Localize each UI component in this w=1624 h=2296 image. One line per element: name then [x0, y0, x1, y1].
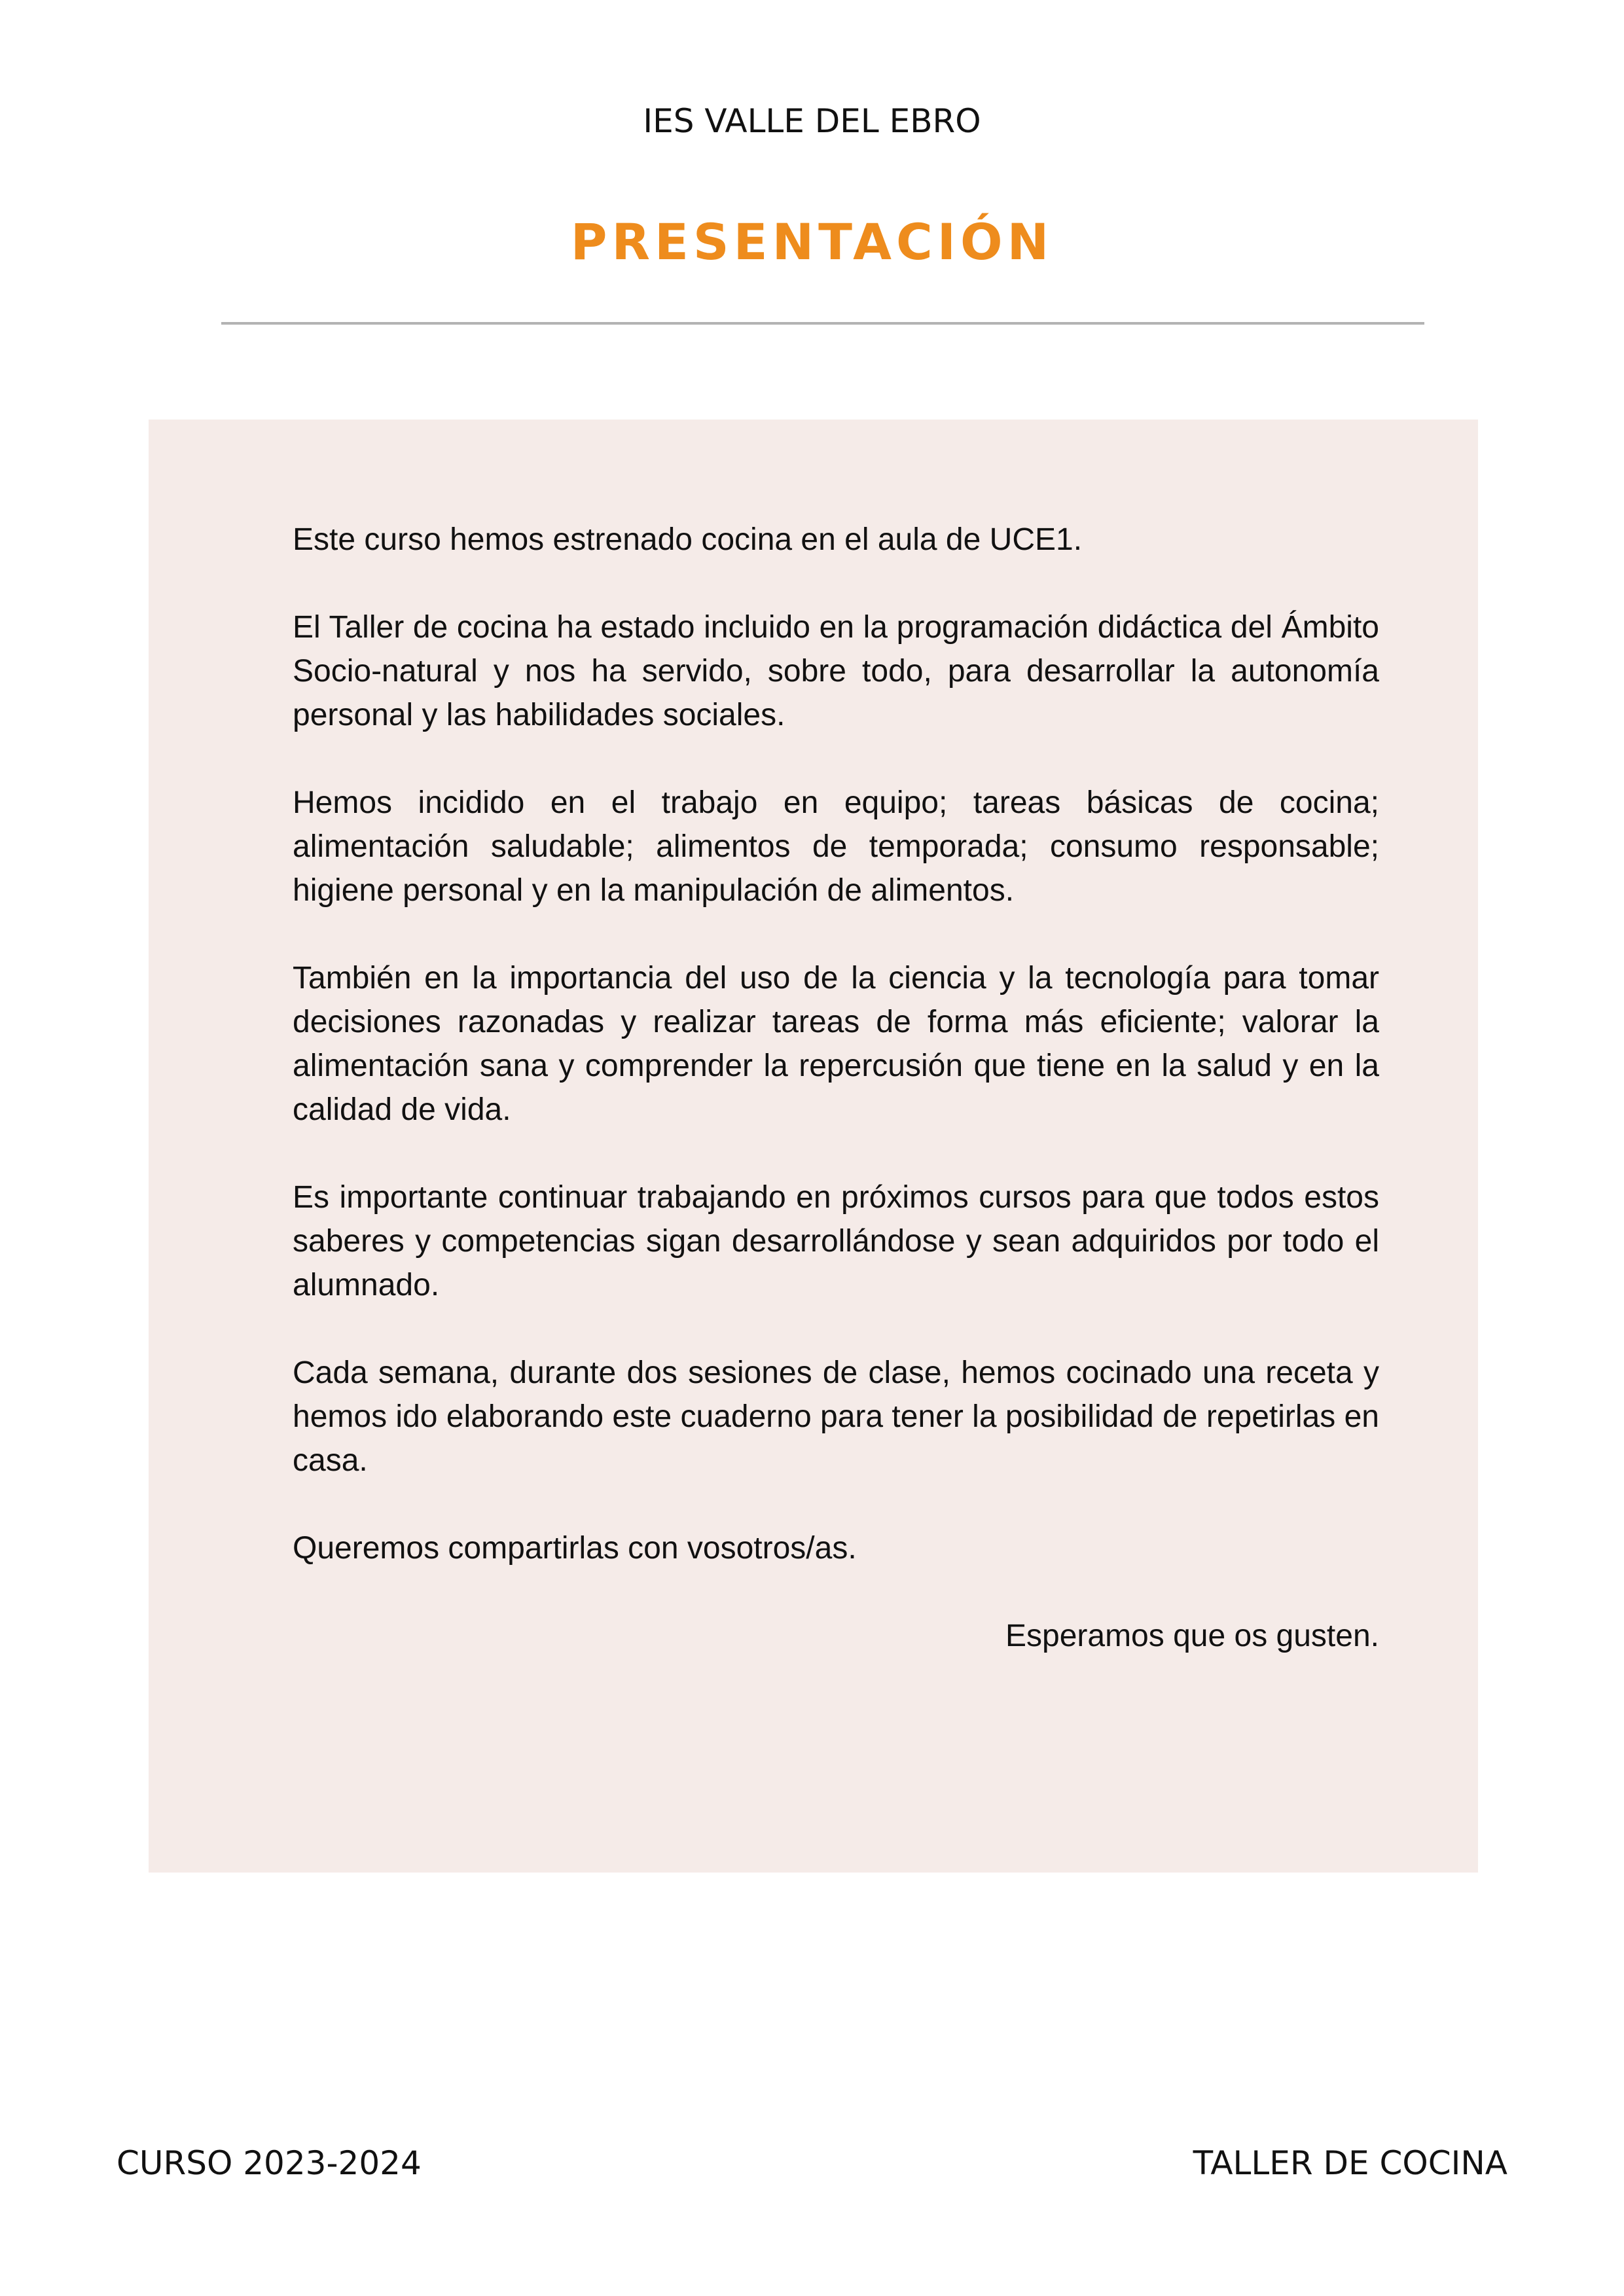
footer-workshop: TALLER DE COCINA: [1193, 2144, 1507, 2182]
paragraph-topics: Hemos incidido en el trabajo en equipo; tareas básicas de cocina; alimentación saludable; alimentos de temporada; consumo responsable; higiene personal y en la manipulación de alimentos.: [293, 785, 1379, 908]
content-text: [293, 518, 1379, 1658]
paragraph-continue: Es importante continuar trabajando en próximos cursos para que todos estos saberes y competencias sigan desarrollándose y sean adquiridos por todo el alumnado.: [293, 1180, 1379, 1302]
content-panel: [149, 420, 1478, 1873]
paragraph-share: Queremos compartirlas con vosotros/as.: [293, 1531, 857, 1566]
paragraph-intro: Este curso hemos estrenado cocina en el aula de UCE1.: [293, 522, 1083, 557]
footer-course: CURSO 2023-2024: [117, 2144, 422, 2182]
school-name: IES VALLE DEL EBRO: [643, 102, 981, 140]
paragraph-workshop: El Taller de cocina ha estado incluido en la programación didáctica del Ámbito Socio-natural y nos ha servido, sobre todo, para desarrollar la autonomía personal y las habilidades sociales.: [293, 610, 1379, 732]
paragraph-closing: Esperamos que os gusten.: [1005, 1619, 1379, 1653]
page-title: PRESENTACIÓN: [570, 213, 1054, 271]
paragraph-weekly: Cada semana, durante dos sesiones de clase, hemos cocinado una receta y hemos ido elaborando este cuaderno para tener la posibilidad de repetirlas en casa.: [293, 1355, 1379, 1478]
paragraph-science: También en la importancia del uso de la ciencia y la tecnología para tomar decisiones razonadas y realizar tareas de forma más eficiente; valorar la alimentación sana y comprender la repercusión que tiene en la salud y en la calidad de vida.: [293, 961, 1379, 1127]
title-divider: [221, 322, 1424, 325]
